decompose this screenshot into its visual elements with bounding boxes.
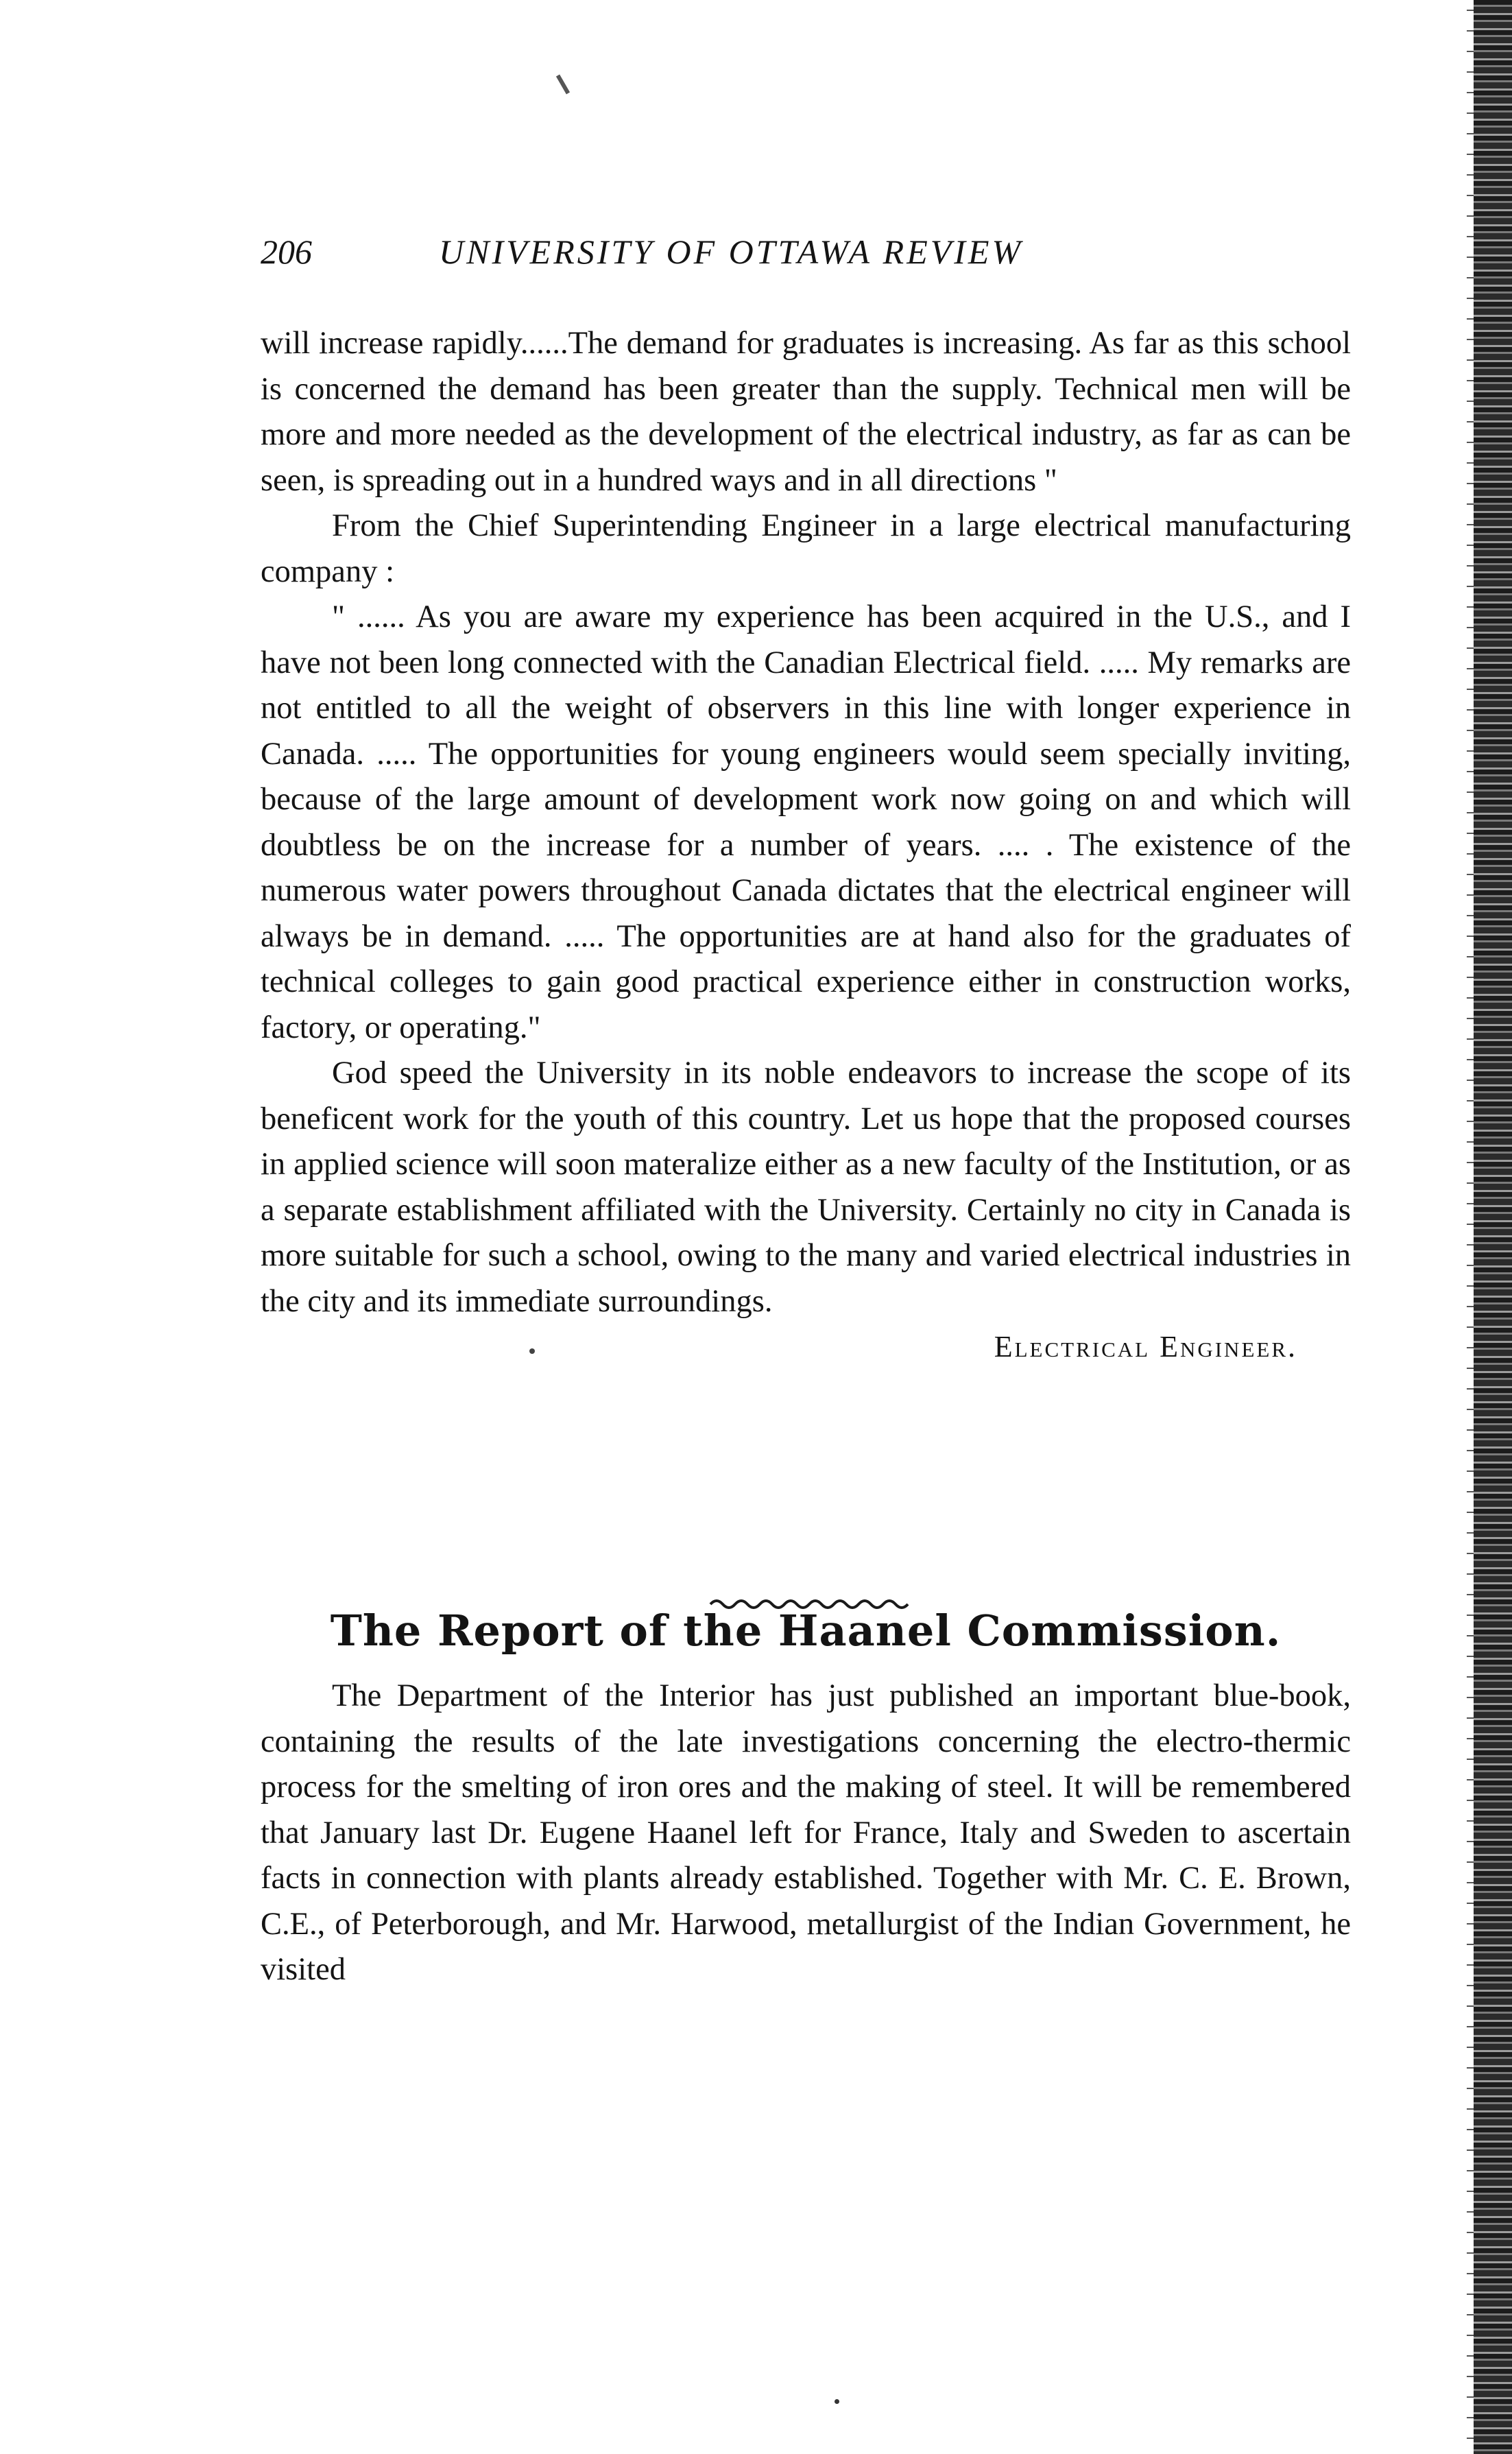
ink-speck	[556, 75, 570, 95]
author-signature: Electrical Engineer.	[994, 1330, 1297, 1363]
paragraph: " ...... As you are aware my experience has been acquired in the U.S., and I have not been long connected with the Canadian Electrical field. ..... My remarks are not entitled to all the weight of observers in this line with longer experience in Canada. ..... The opportunities for young engineers would seem specially inviting, because of the large amount of development work now going on and which will doubtless be on the increase for a number of years. .... . The existence of the numerous water powers throughout Canada dictates that the electrical engineer will always be in demand. ..... The opportunities are at hand also for the graduates of technical colleges to gain good practical experience either in construction works, factory, or operating."	[261, 599, 1351, 1045]
paragraph: From the Chief Superintending Engineer in a large electrical manufacturing company :	[261, 508, 1351, 589]
article-body	[261, 321, 1351, 1370]
article-title: The Report of the Haanel Commission.	[330, 1606, 1282, 1656]
page-binding-edge	[1474, 0, 1512, 2454]
paragraph: God speed the University in its noble endeavors to increase the scope of its beneficent work for the youth of this country. Let us hope that the proposed courses in applied science will soon materalize either as a new faculty of the Institution, or as a separate establishment affiliated with the University. Certainly no city in Canada is more suitable for such a school, owing to the many and varied electrical industries in the city and its immediate surroundings.	[261, 1056, 1351, 1319]
running-title: UNIVERSITY OF OTTAWA REVIEW	[439, 233, 1024, 271]
ink-speck	[835, 2399, 839, 2404]
article-body	[261, 1673, 1351, 1993]
paragraph: The Department of the Interior has just published an important blue-book, containing the results of the late investigations concerning the electro-thermic process for the smelting of iron ores and the making of steel. It will be remembered that January last Dr. Eugene Haanel left for France, Italy and Sweden to ascertain facts in connection with plants already established. Together with Mr. C. E. Brown, C.E., of Peterborough, and Mr. Harwood, metallurgist of the Indian Government, he visited	[261, 1678, 1351, 1987]
running-header	[261, 232, 1351, 280]
page-number: 206	[261, 233, 312, 271]
paragraph: will increase rapidly......The demand for graduates is increasing. As far as this school is concerned the demand has been greater than the supply. Technical men will be more and more needed as the development of the electrical industry, as far as can be seen, is spreading out in a hundred ways and in all directions "	[261, 326, 1351, 498]
